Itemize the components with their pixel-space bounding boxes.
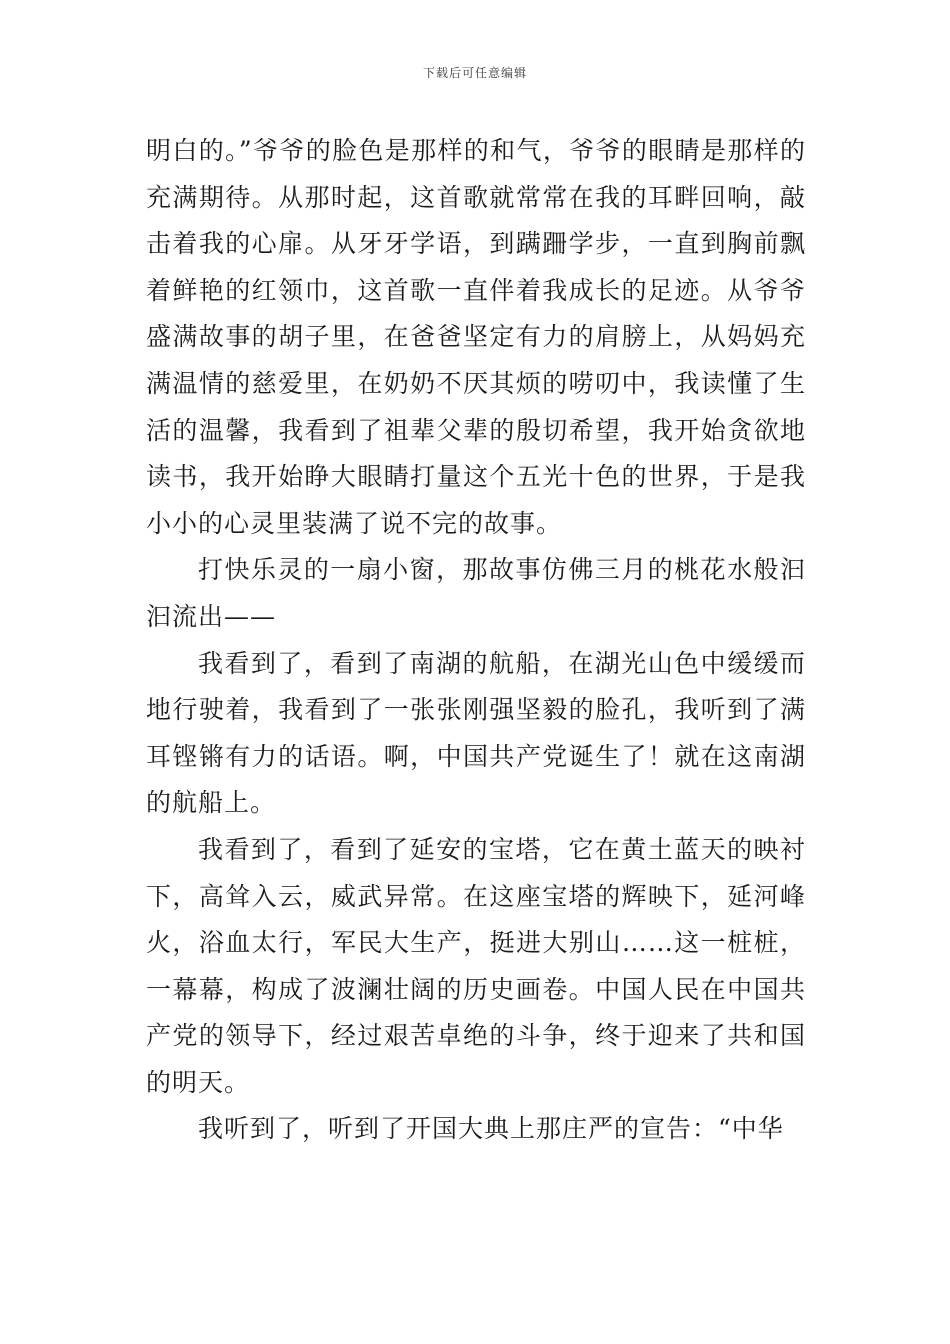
paragraph-5: 我听到了，听到了开国大典上那庄严的宣告：“中华	[198, 1114, 784, 1144]
document-body	[146, 128, 806, 1153]
paragraph-1: 明白的。”爷爷的脸色是那样的和气，爷爷的眼睛是那样的充满期待。从那时起，这首歌就常常在我的耳畔回响，敲击着我的心扉。从牙牙学语，到蹒跚学步，一直到胸前飘着鲜艳的红领巾，这首歌一直伴着我成长的足迹。从爷爷盛满故事的胡子里，在爸爸坚定有力的肩膀上，从妈妈充满温情的慈爱里，在奶奶不厌其烦的唠叨中，我读懂了生活的温馨，我看到了祖辈父辈的殷切希望，我开始贪欲地读书，我开始睁大眼睛打量这个五光十色的世界，于是我小小的心灵里装满了说不完的故事。	[146, 136, 806, 538]
paragraph-2: 打快乐灵的一扇小窗，那故事仿佛三月的桃花水般汩汩流出——	[146, 555, 806, 631]
paragraph-3: 我看到了，看到了南湖的航船，在湖光山色中缓缓而地行驶着，我看到了一张张刚强坚毅的脸孔，我听到了满耳铿锵有力的话语。啊，中国共产党诞生了！就在这南湖的航船上。	[146, 648, 806, 818]
paragraph-4: 我看到了，看到了延安的宝塔，它在黄土蓝天的映衬下，高耸入云，威武异常。在这座宝塔的辉映下，延河峰火，浴血太行，军民大生产，挺进大别山……这一桩桩，一幕幕，构成了波澜壮阔的历史画卷。中国人民在中国共产党的领导下，经过艰苦卓绝的斗争，终于迎来了共和国的明天。	[146, 834, 806, 1097]
page-header: 下载后可任意编辑	[422, 66, 527, 80]
